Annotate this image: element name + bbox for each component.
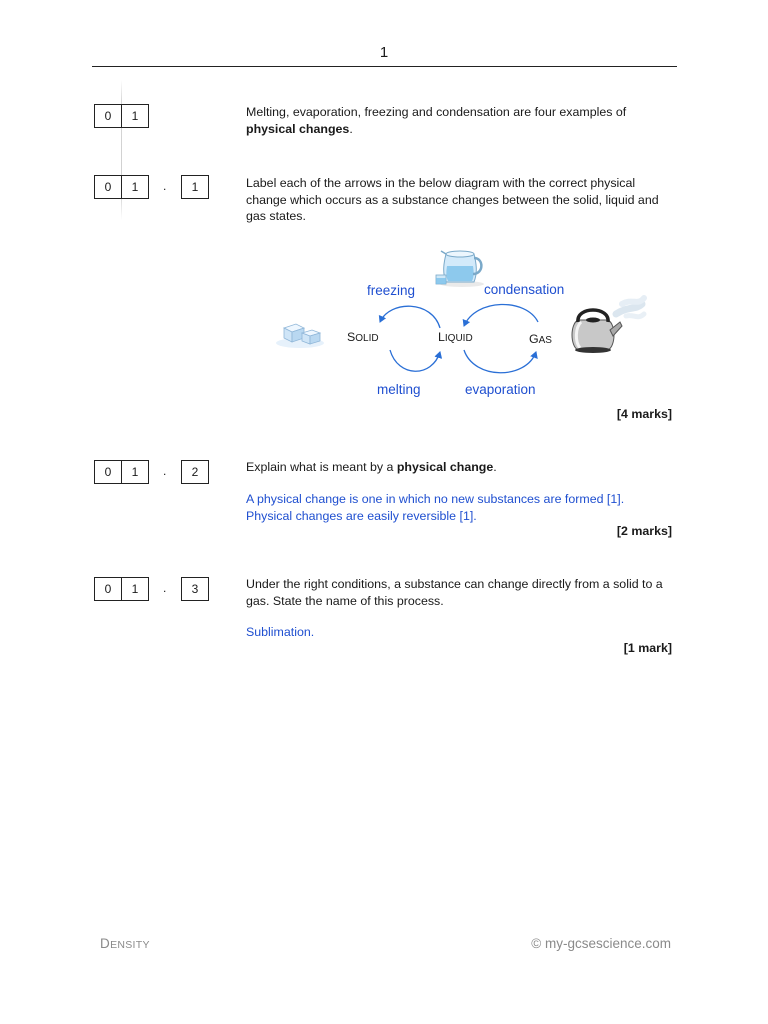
question-number-box: 0 bbox=[94, 104, 122, 128]
solid-label-rest: OLID bbox=[355, 333, 379, 344]
question-number-box: 0 bbox=[94, 460, 122, 484]
liquid-label-rest: IQUID bbox=[444, 333, 473, 344]
question-text: Melting, evaporation, freezing and condensation are four examples of bbox=[246, 105, 627, 119]
sub-question-box: 3 bbox=[181, 577, 209, 601]
footer-copyright: © my-gcsescience.com bbox=[531, 936, 671, 951]
question-number-box: 0 bbox=[94, 175, 122, 199]
gas-state-label bbox=[529, 332, 552, 346]
kettle-icon bbox=[572, 298, 644, 353]
question-text-end: . bbox=[349, 121, 353, 136]
freezing-arrow bbox=[380, 306, 440, 328]
answer-01-2 bbox=[246, 491, 676, 524]
gas-label-rest: AS bbox=[538, 335, 552, 346]
marks-label: [2 marks] bbox=[616, 524, 672, 538]
answer-line: Physical changes are easily reversible [1]. bbox=[246, 508, 477, 523]
question-keyword: physical changes bbox=[246, 121, 350, 136]
liquid-state-label bbox=[438, 330, 473, 344]
question-number-box: 1 bbox=[121, 175, 149, 199]
ice-cubes-icon bbox=[276, 324, 324, 348]
evaporation-arrow bbox=[464, 350, 536, 373]
question-number-box: 1 bbox=[121, 460, 149, 484]
question-number-box: 1 bbox=[121, 577, 149, 601]
footer-topic bbox=[100, 936, 150, 951]
answer-line: A physical change is one in which no new substances are formed [1]. bbox=[246, 492, 625, 506]
margin-line bbox=[121, 80, 122, 220]
question-number-dot: . bbox=[163, 464, 167, 478]
water-jug-icon bbox=[436, 251, 484, 287]
answer-01-3: Sublimation. bbox=[246, 625, 315, 639]
melting-label: melting bbox=[377, 382, 421, 397]
page-number: 1 bbox=[379, 44, 389, 61]
question-number-box: 0 bbox=[94, 577, 122, 601]
sub-question-box: 2 bbox=[181, 460, 209, 484]
question-01-3-text: Under the right conditions, a substance can change directly from a solid to a gas. State the name of this process. bbox=[246, 577, 663, 608]
footer-topic-initial: D bbox=[100, 936, 111, 951]
question-text: Explain what is meant by a bbox=[246, 460, 397, 474]
gas-label-initial: G bbox=[529, 332, 539, 346]
condensation-arrow bbox=[464, 304, 538, 326]
question-keyword: physical change bbox=[396, 460, 494, 474]
melting-arrow bbox=[390, 350, 440, 371]
marks-label: [1 mark] bbox=[623, 641, 672, 655]
question-number-box: 1 bbox=[121, 104, 149, 128]
sub-question-box: 1 bbox=[181, 175, 209, 199]
evaporation-label: evaporation bbox=[465, 382, 536, 397]
marks-label: [4 marks] bbox=[616, 407, 672, 421]
solid-label-initial: S bbox=[347, 330, 356, 344]
question-number-dot: . bbox=[163, 179, 167, 193]
condensation-label: condensation bbox=[484, 282, 565, 297]
question-01-2-text bbox=[246, 459, 676, 476]
question-number-dot: . bbox=[163, 581, 167, 595]
question-text-end: . bbox=[493, 460, 497, 474]
solid-state-label bbox=[347, 330, 379, 344]
question-01-text bbox=[246, 104, 676, 137]
liquid-label-initial: L bbox=[438, 330, 445, 344]
freezing-label: freezing bbox=[367, 283, 416, 298]
footer-topic-rest: ENSITY bbox=[110, 939, 150, 951]
question-01-1-text: Label each of the arrows in the below diagram with the correct physical change which occurs as a substance changes between the solid, liquid and gas states. bbox=[246, 176, 659, 223]
header-rule bbox=[92, 66, 677, 67]
